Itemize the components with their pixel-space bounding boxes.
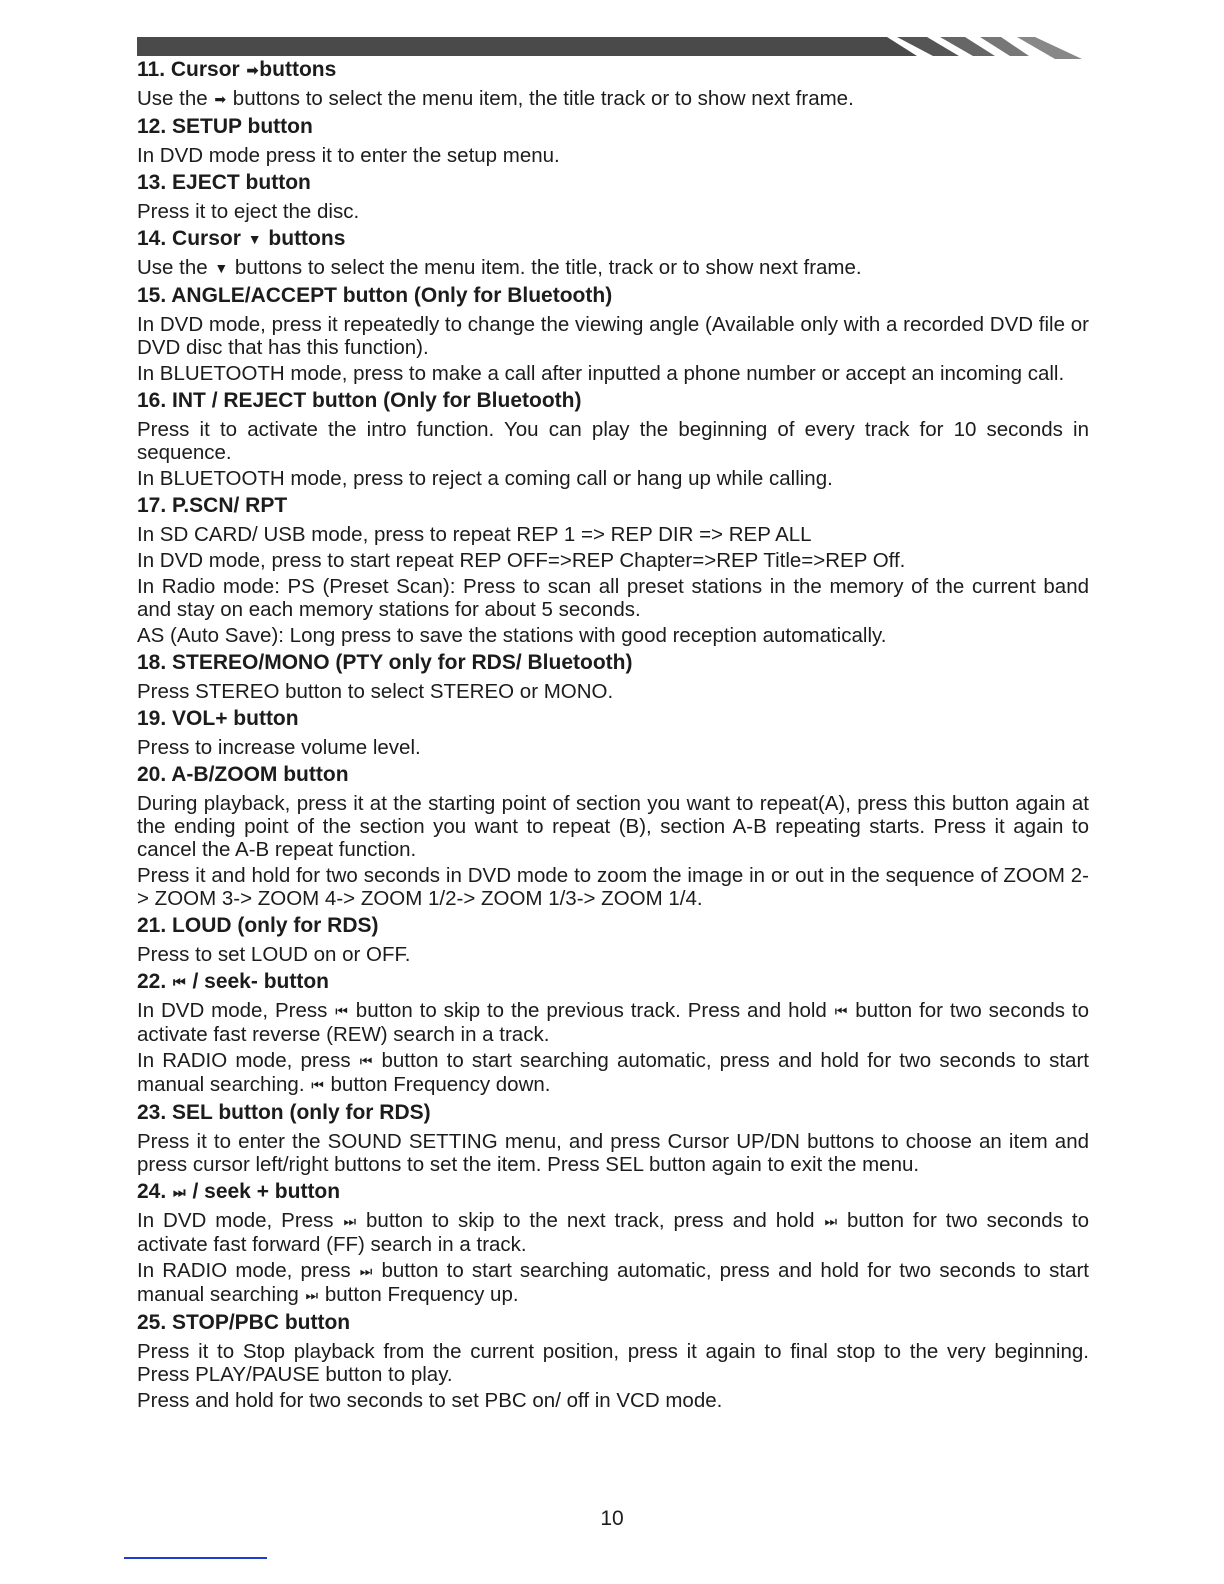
text-run: Press it to eject the disc. xyxy=(137,200,360,223)
skip-next-icon: ⏭ xyxy=(359,1263,373,1279)
text-run: In RADIO mode, press xyxy=(137,1049,359,1072)
text-run: Use the xyxy=(137,256,214,279)
section-heading xyxy=(137,1100,1089,1126)
section-paragraph xyxy=(137,624,1089,647)
text-run: Press it to Stop playback from the current position, press it again to final stop to the very beginning. Press PLAY/PAUSE button to play. xyxy=(137,1340,1089,1386)
text-run: 17. P.SCN/ RPT xyxy=(137,494,288,517)
text-run: buttons to select the menu item, the title track or to show next frame. xyxy=(227,87,854,110)
footer-line xyxy=(124,1557,267,1559)
skip-next-icon: ⏭ xyxy=(824,1213,838,1229)
text-run: 12. SETUP button xyxy=(137,115,313,138)
text-run: 11. Cursor xyxy=(137,58,246,81)
manual-section xyxy=(137,650,1089,703)
text-run: 19. VOL+ button xyxy=(137,707,299,730)
section-paragraph xyxy=(137,680,1089,703)
text-run: / seek- button xyxy=(186,970,329,993)
manual-section xyxy=(137,114,1089,167)
manual-section xyxy=(137,1179,1089,1307)
text-run: button for two seconds to activate fast forward (FF) search in a track. xyxy=(137,1209,1089,1256)
section-paragraph xyxy=(137,313,1089,359)
text-run: 20. A-B/ZOOM button xyxy=(137,763,349,786)
section-paragraph xyxy=(137,792,1089,861)
text-run: In BLUETOOTH mode, press to make a call after inputted a phone number or accept an incoming call. xyxy=(137,362,1065,385)
text-run: button Frequency up. xyxy=(319,1283,519,1306)
section-paragraph xyxy=(137,549,1089,572)
text-run: 22. xyxy=(137,970,173,993)
section-heading xyxy=(137,283,1089,309)
text-run: In Radio mode: PS (Preset Scan): Press to scan all preset stations in the memory of the current band and stay on each memory stations for about 5 seconds. xyxy=(137,575,1089,621)
text-run: Press it to activate the intro function. You can play the beginning of every track for 10 seconds in sequence. xyxy=(137,418,1089,464)
text-run: 24. xyxy=(137,1180,173,1203)
manual-section xyxy=(137,1100,1089,1176)
section-paragraph xyxy=(137,1130,1089,1176)
text-run: button to skip to the previous track. Press and hold xyxy=(348,999,834,1022)
text-run: button to start searching automatic, press and hold for two seconds to start manual searching. xyxy=(137,1049,1089,1096)
section-paragraph xyxy=(137,1209,1089,1256)
text-run: Press STEREO button to select STEREO or MONO. xyxy=(137,680,614,703)
text-run: 14. Cursor xyxy=(137,227,247,250)
text-run: 21. LOUD (only for RDS) xyxy=(137,914,379,937)
text-run: button to skip to the next track, press and hold xyxy=(357,1209,824,1232)
arrow-right-icon: ➡ xyxy=(246,62,259,78)
skip-previous-icon: ⏮ xyxy=(311,1077,324,1093)
text-run: buttons xyxy=(259,58,337,81)
text-run: In DVD mode, Press xyxy=(137,1209,343,1232)
text-run: button to start searching automatic, press and hold for two seconds to start manual searching xyxy=(137,1259,1089,1306)
text-run: / seek + button xyxy=(186,1180,341,1203)
page-number: 10 xyxy=(600,1507,624,1530)
text-run: Press it to enter the SOUND SETTING menu, and press Cursor UP/DN buttons to choose an item and press cursor left/right buttons to set the item. Press SEL button again to exit the menu. xyxy=(137,1130,1089,1176)
text-run: During playback, press it at the starting point of section you want to repeat(A), press this button again at the ending point of the section you want to repeat (B), section A-B repeating starts. Press it again to cancel the A-B repeat function. xyxy=(137,792,1089,861)
section-heading xyxy=(137,388,1089,414)
section-heading xyxy=(137,114,1089,140)
section-heading xyxy=(137,170,1089,196)
manual-section xyxy=(137,388,1089,490)
text-run: button for two seconds to activate fast reverse (REW) search in a track. xyxy=(137,999,1090,1046)
section-paragraph xyxy=(137,1389,1089,1412)
text-run: 15. ANGLE/ACCEPT button (Only for Bluetooth) xyxy=(137,284,613,307)
text-run: 25. STOP/PBC button xyxy=(137,1311,351,1334)
text-run: Press to increase volume level. xyxy=(137,736,421,759)
manual-section xyxy=(137,969,1089,1097)
section-paragraph xyxy=(137,144,1089,167)
text-run: In DVD mode, Press xyxy=(137,999,335,1022)
section-heading xyxy=(137,493,1089,519)
text-run: buttons to select the menu item. the title, track or to show next frame. xyxy=(229,256,862,279)
text-run: 13. EJECT button xyxy=(137,171,311,194)
text-run: AS (Auto Save): Long press to save the stations with good reception automatically. xyxy=(137,624,887,647)
manual-section xyxy=(137,913,1089,966)
section-paragraph xyxy=(137,200,1089,223)
section-heading xyxy=(137,913,1089,939)
text-run: Use the xyxy=(137,87,214,110)
text-run: 18. STEREO/MONO (PTY only for RDS/ Bluetooth) xyxy=(137,651,633,674)
text-run: Press to set LOUD on or OFF. xyxy=(137,943,411,966)
text-run: button Frequency down. xyxy=(324,1073,551,1096)
text-run: In DVD mode, press to start repeat REP OFF=>REP Chapter=>REP Title=>REP Off. xyxy=(137,549,906,572)
manual-section xyxy=(137,493,1089,647)
skip-next-icon: ⏭ xyxy=(173,1184,186,1200)
arrow-down-icon: ▼ xyxy=(247,231,262,247)
section-heading xyxy=(137,1310,1089,1336)
manual-section xyxy=(137,762,1089,910)
section-paragraph xyxy=(137,1259,1089,1307)
manual-section xyxy=(137,226,1089,280)
text-run: In SD CARD/ USB mode, press to repeat REP 1 => REP DIR => REP ALL xyxy=(137,523,812,546)
text-run: 23. SEL button (only for RDS) xyxy=(137,1101,431,1124)
text-run: In RADIO mode, press xyxy=(137,1259,359,1282)
section-paragraph xyxy=(137,467,1089,490)
text-run: 16. INT / REJECT button (Only for Bluetooth) xyxy=(137,389,582,412)
text-run: In BLUETOOTH mode, press to reject a coming call or hang up while calling. xyxy=(137,467,833,490)
section-heading xyxy=(137,706,1089,732)
section-paragraph xyxy=(137,418,1089,464)
manual-section xyxy=(137,706,1089,759)
manual-section xyxy=(137,1310,1089,1412)
text-run: Press and hold for two seconds to set PBC on/ off in VCD mode. xyxy=(137,1389,723,1412)
section-paragraph xyxy=(137,999,1089,1046)
text-run: buttons xyxy=(262,227,346,250)
section-paragraph xyxy=(137,864,1089,910)
section-heading xyxy=(137,762,1089,788)
manual-content xyxy=(137,57,1089,1415)
section-heading xyxy=(137,1179,1089,1205)
section-paragraph xyxy=(137,1049,1089,1097)
section-paragraph xyxy=(137,523,1089,546)
section-paragraph xyxy=(137,256,1089,280)
skip-previous-icon: ⏮ xyxy=(834,1003,848,1019)
skip-next-icon: ⏭ xyxy=(305,1287,319,1303)
text-run: In DVD mode, press it repeatedly to change the viewing angle (Available only with a recorded DVD file or DVD disc that has this function). xyxy=(137,313,1089,359)
section-paragraph xyxy=(137,87,1089,111)
manual-section xyxy=(137,57,1089,111)
text-run: Press it and hold for two seconds in DVD mode to zoom the image in or out in the sequence of ZOOM 2-> ZOOM 3-> ZOOM 4-> ZOOM 1/2-> ZOOM 1/3-> ZOOM 1/4. xyxy=(137,864,1089,910)
section-heading xyxy=(137,650,1089,676)
arrow-down-icon: ▼ xyxy=(214,260,229,276)
skip-previous-icon: ⏮ xyxy=(173,974,186,990)
skip-previous-icon: ⏮ xyxy=(359,1053,373,1069)
section-heading xyxy=(137,57,1089,83)
text-run: In DVD mode press it to enter the setup menu. xyxy=(137,144,560,167)
header-decoration-bar xyxy=(137,37,1082,59)
skip-next-icon: ⏭ xyxy=(343,1213,357,1229)
section-paragraph xyxy=(137,575,1089,621)
arrow-right-icon: ➡ xyxy=(214,91,227,107)
section-paragraph xyxy=(137,736,1089,759)
section-paragraph xyxy=(137,1340,1089,1386)
section-heading xyxy=(137,969,1089,995)
skip-previous-icon: ⏮ xyxy=(335,1003,348,1019)
section-heading xyxy=(137,226,1089,252)
section-paragraph xyxy=(137,943,1089,966)
section-paragraph xyxy=(137,362,1089,385)
manual-section xyxy=(137,283,1089,385)
manual-section xyxy=(137,170,1089,223)
